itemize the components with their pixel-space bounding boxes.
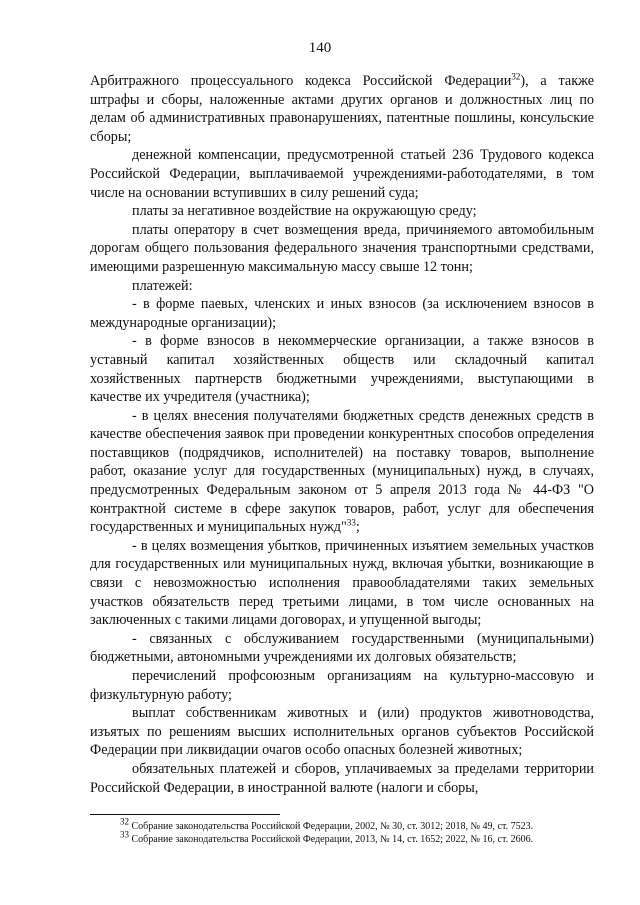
paragraph-11: перечислений профсоюзным организациям на культурно-массовую и физкультурную работу; xyxy=(90,668,594,703)
paragraph-5: платежей: xyxy=(132,277,193,294)
body-text xyxy=(90,72,594,797)
paragraph-1: Арбитражного процессуального кодекса Российской Федерации$^{32}$), а также штрафы и сборы, наложенные актами других органов и должностных лиц по делам об административных правонарушениях, патентные пошлины, консульские сборы; xyxy=(90,71,594,145)
paragraph-7: - в форме взносов в некоммерческие организации, а также взносов в уставный капитал хозяйственных обществ или складочный капитал хозяйственных партнерств бюджетными учреждениями, выступающими в качестве их учредителя (участника); xyxy=(90,333,594,406)
paragraph-13: обязательных платежей и сборов, уплачиваемых за пределами территории Российской Федерации, в иностранной валюте (налоги и сборы, xyxy=(90,760,594,796)
footnote-33: $^{33}$ Собрание законодательства Российской Федерации, 2013, № 14, ст. 1652; 2022, № 16, ст. 2606. xyxy=(120,829,534,845)
paragraph-10: - связанных с обслуживанием государственными (муниципальными) бюджетными, автономными учреждениями их долговых обязательств; xyxy=(90,630,594,666)
footnote-divider xyxy=(90,814,280,815)
footnote-ref-33: 33 xyxy=(346,517,356,528)
paragraph-12: выплат собственникам животных и (или) продуктов животноводства, изъятых по решениям высших исполнительных органов субъектов Российской Федерации при ликвидации очагов особо опасных болезней животных; xyxy=(90,705,594,759)
paragraph-4: платы оператору в счет возмещения вреда, причиняемого автомобильным дорогам общего пользования федерального значения транспортными средствами, имеющими разрешенную максимальную массу свыше 12 тонн; xyxy=(90,221,594,275)
paragraph-3: платы за негативное воздействие на окружающую среду; xyxy=(132,203,477,220)
paragraph-2: денежной компенсации, предусмотренной статьей 236 Трудового кодекса Российской Федерации, выплачиваемой учреждениями-работодателями, в том числе на основании вступивших в силу решений суда; xyxy=(90,147,594,201)
footnotes xyxy=(120,816,600,846)
footnote-ref-32: 32 xyxy=(511,71,521,82)
paragraph-8: - в целях внесения получателями бюджетных средств денежных средств в качестве обеспечения заявок при проведении конкурентных способов определения поставщиков (подрядчиков, исполнителей) на поставку товаров, выполнение работ, оказание услуг для государственных (муниципальных) нужд, в случаях, предусмотренных Федеральным законом от 5 апреля 2013 года № 44-ФЗ "О контрактной системе в сфере закупок товаров, работ, услуг для обеспечения государственных и муниципальных нужд"$^{33}$; xyxy=(90,407,594,536)
paragraph-9: - в целях возмещения убытков, причиненных изъятием земельных участков для государственных или муниципальных нужд, включая убытки, возникающие в связи с невозможностью исполнения правообладателями таких земельных участков обязательств перед третьими лицами, в том числе основанных на заключенных с такими лицами договорах, и упущенной выгоды; xyxy=(90,537,594,629)
page-number: 140 xyxy=(308,40,332,56)
paragraph-6: - в форме паевых, членских и иных взносов (за исключением взносов в международные организации); xyxy=(90,296,594,331)
footnote-32: $^{32}$ Собрание законодательства Российской Федерации, 2002, № 30, ст. 3012; 2018, № 49, ст. 7523. xyxy=(120,816,534,832)
